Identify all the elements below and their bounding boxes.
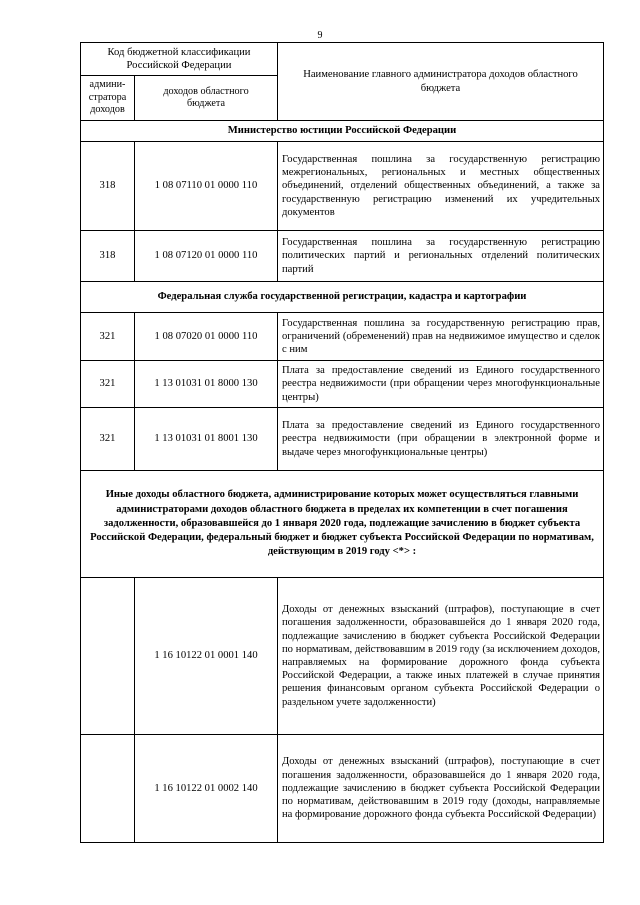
table-row [81, 142, 604, 231]
section-row [81, 471, 604, 578]
income-name: Плата за предоставление сведений из Единого государственного реестра недвижимости (при обращении в электронной форме и выдаче через многофункциональные центры) [278, 408, 604, 471]
table-header-row [81, 43, 604, 76]
header-administrator-name: Наименование главного администратора доходов областного бюджета [278, 43, 604, 121]
budget-classification-table [80, 42, 604, 843]
section-title-other-income: Иные доходы областного бюджета, администрирование которых может осуществляться главными администраторами доходов областного бюджета в пределах их компетенции в счет погашения задолженности, образовавшейся до 1 января 2020 года, подлежащие зачислению в бюджет субъекта Российской Федерации, федеральный бюджет и бюджет субъекта Российской Федерации по нормативам, действующим в 2019 году <*> : [81, 471, 604, 578]
page-number: 9 [317, 30, 323, 41]
section-row [81, 121, 604, 142]
income-name: Государственная пошлина за государственную регистрацию прав, ограничений (обременений) прав на недвижимое имущество и сделок с ним [278, 313, 604, 361]
income-name: Доходы от денежных взысканий (штрафов), поступающие в счет погашения задолженности, образовавшейся до 1 января 2020 года, подлежащие зачислению в бюджет субъекта Российской Федерации по нормативам, действовавшим в 2019 году (доходы, направляемые на формирование дорожного фонда субъекта Российской Федерации) [278, 735, 604, 843]
income-name: Государственная пошлина за государственную регистрацию политических партий и региональных отделений политических партий [278, 231, 604, 282]
table-row [81, 735, 604, 843]
header-income-code: доходов областного бюджета [135, 76, 278, 121]
income-code: 1 16 10122 01 0002 140 [135, 735, 278, 843]
header-administrator-code: админи-стратора доходов [81, 76, 135, 121]
table-row [81, 313, 604, 361]
income-name: Доходы от денежных взысканий (штрафов), поступающие в счет погашения задолженности, образовавшейся до 1 января 2020 года, подлежащие зачислению в бюджет субъекта Российской Федерации по нормативам, действовавшим в 2019 году (за исключением доходов, направляемых на формирование дорожного фонда субъекта Российской Федерации, а также иных платежей в случае принятия решения финансовым органом субъекта Российской Федерации о раздельном учете задолженности) [278, 578, 604, 735]
header-budget-classification-code: Код бюджетной классификации Российской Федерации [81, 43, 278, 76]
admin-code [81, 735, 135, 843]
income-code: 1 08 07020 01 0000 110 [135, 313, 278, 361]
section-title-rosreestr: Федеральная служба государственной регистрации, кадастра и картографии [81, 282, 604, 313]
admin-code: 321 [81, 361, 135, 408]
income-code: 1 16 10122 01 0001 140 [135, 578, 278, 735]
income-code: 1 08 07110 01 0000 110 [135, 142, 278, 231]
section-row [81, 282, 604, 313]
income-code: 1 13 01031 01 8000 130 [135, 361, 278, 408]
admin-code: 321 [81, 408, 135, 471]
income-code: 1 13 01031 01 8001 130 [135, 408, 278, 471]
table-row [81, 361, 604, 408]
admin-code: 318 [81, 142, 135, 231]
income-name: Плата за предоставление сведений из Единого государственного реестра недвижимости (при обращении через многофункциональные центры) [278, 361, 604, 408]
table-row [81, 408, 604, 471]
admin-code: 321 [81, 313, 135, 361]
income-code: 1 08 07120 01 0000 110 [135, 231, 278, 282]
section-title-ministry-of-justice: Министерство юстиции Российской Федерации [81, 121, 604, 142]
income-name: Государственная пошлина за государственную регистрацию межрегиональных, региональных и местных общественных объединений, отделений общественных объединений, а также за государственную регистрацию изменений их учредительных документов [278, 142, 604, 231]
admin-code: 318 [81, 231, 135, 282]
table-row [81, 231, 604, 282]
table-row [81, 578, 604, 735]
admin-code [81, 578, 135, 735]
